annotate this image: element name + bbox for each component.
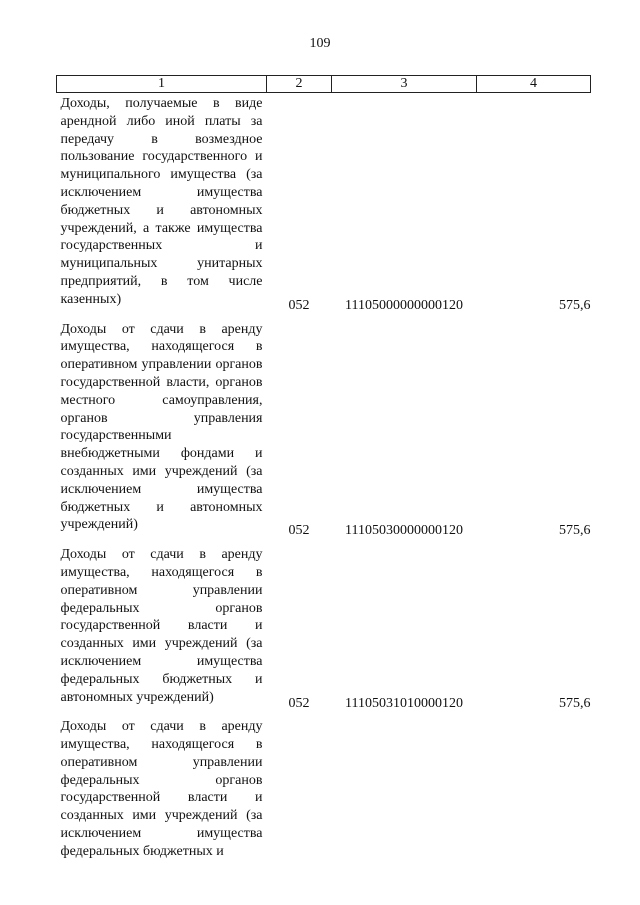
table-row (57, 716, 591, 860)
table-row (57, 319, 591, 545)
row-admin-code: 052 (288, 297, 310, 313)
row-amount (477, 716, 591, 860)
row-budget-code (332, 716, 477, 860)
row-amount: 575,6 (559, 523, 591, 539)
row-amount: 575,6 (559, 297, 591, 313)
page-number: 109 (309, 36, 331, 51)
header-col-4: 4 (477, 76, 591, 93)
table-header-row (57, 76, 591, 93)
header-col-2: 2 (267, 76, 332, 93)
row-description: Доходы от сдачи в аренду имущества, находящегося в оперативном управлении федеральных органов государственной власти и созданных ими учреждений (за исключением имущества федеральных бюджетных и (60, 719, 263, 859)
row-admin-code (267, 716, 332, 860)
table-row (57, 93, 591, 319)
table-row (57, 544, 591, 716)
row-budget-code: 11105030000000120 (345, 523, 463, 539)
row-admin-code: 052 (288, 695, 310, 711)
header-col-1: 1 (57, 76, 267, 93)
row-description: Доходы от сдачи в аренду имущества, находящегося в оперативном управлении федеральных органов государственной власти и созданных ими учреждений (за исключением имущества федеральных бюджетных и автономных учреждений) (60, 547, 263, 705)
row-amount: 575,6 (559, 695, 591, 711)
header-col-3: 3 (332, 76, 477, 93)
row-description: Доходы от сдачи в аренду имущества, находящегося в оперативном управлении органов государственной власти, органов местного самоуправления, органов управления государственными внебюджетными фондами и созданных ими учреждений (за исключением имущества бюджетных и автономных учреждений) (60, 321, 263, 533)
revenue-table (56, 75, 591, 861)
row-budget-code: 11105031010000120 (345, 695, 463, 711)
row-description: Доходы, получаемые в виде арендной либо иной платы за передачу в возмездное пользование государственного и муниципального имущества (за исключением имущества бюджетных и автономных учреждений, а также имущества государственных и муниципальных унитарных предприятий, в том числе казенных) (60, 96, 263, 307)
row-admin-code: 052 (288, 523, 310, 539)
row-budget-code: 11105000000000120 (345, 297, 463, 313)
